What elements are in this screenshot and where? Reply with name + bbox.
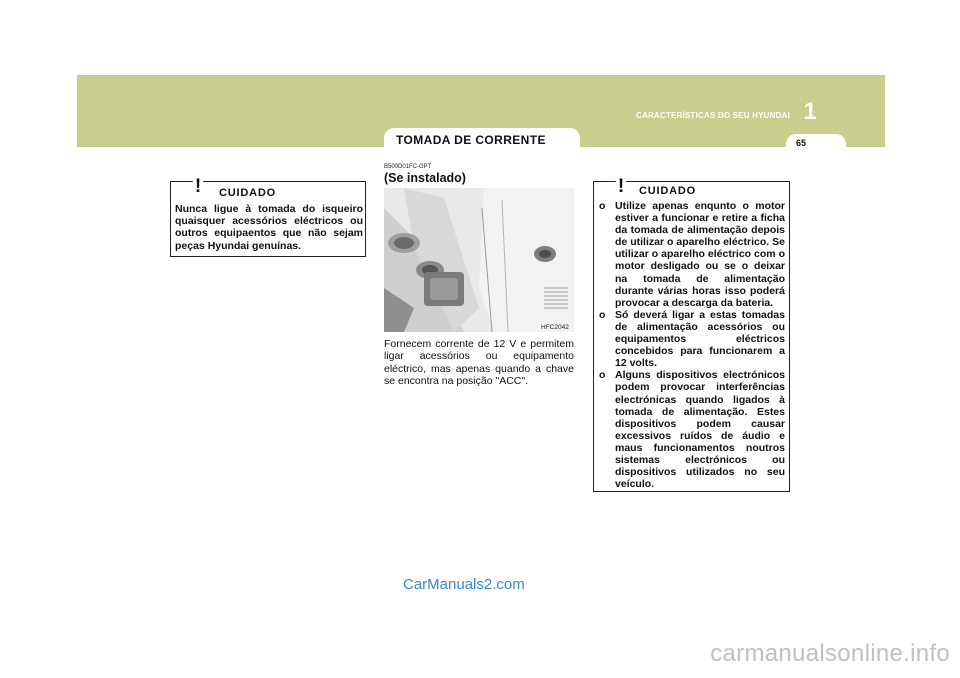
caution-text: Nunca ligue à tomada do isqueiro quaisquer acessórios eléctricos ou outros equipaentos que não sejam peças Hyundai genuínas.: [175, 203, 363, 252]
power-outlet-illustration: [384, 188, 574, 332]
caution-label: CUIDADO: [639, 185, 696, 197]
list-item-text: Utilize apenas enqunto o motor estiver a funcionar e retire a ficha da tomada de alimentação depois de utilizar o aparelho eléctrico. Se utilizar o aparelho eléctrico com o motor desligado ou se o deixar na tomada de alimentação durante várias horas isso poderá provocar a descarga da bateria.: [615, 200, 785, 309]
section-title: TOMADA DE CORRENTE: [396, 133, 546, 147]
subheading: (Se instalado): [384, 171, 466, 185]
bullet-mark: o: [599, 308, 606, 321]
list-item-text: Só deverá ligar a estas tomadas de alimentação acessórios ou equipamentos eléctricos concebidos para funcionarem a 12 volts.: [615, 308, 785, 370]
body-text: Fornecem corrente de 12 V e permitem ligar acessórios ou equipamento eléctrico, mas apenas quando a chave se encontra na posição "ACC".: [384, 338, 574, 387]
chapter-title: CARACTERÍSTICAS DO SEU HYUNDAI: [635, 111, 790, 120]
list-item: [598, 200, 785, 309]
caution-list: [598, 200, 785, 490]
bullet-mark: o: [599, 200, 606, 212]
watermark-carmanualsonline[interactable]: carmanualsonline.info: [710, 640, 950, 667]
chapter-number: 1: [803, 98, 817, 125]
warning-triangle-icon: [608, 172, 634, 196]
caution-box-left: [170, 176, 366, 257]
watermark-carmanuals2[interactable]: CarManuals2.com: [403, 576, 525, 593]
document-code: B500D01FC-GPT: [384, 164, 432, 170]
svg-text:!: !: [194, 176, 202, 196]
svg-text:!: !: [617, 176, 625, 196]
page-number: 65: [795, 138, 806, 148]
list-item-text: Alguns dispositivos electrónicos podem provocar interferências electrónicas quando ligados à tomada de alimentação. Estes dispositivos podem causar excessivos ruídos de áudio e maus funcionamentos noutros sistemas electrónicos ou dispositivos utilizados no seu veículo.: [615, 369, 785, 491]
caution-box-right: [593, 176, 790, 492]
warning-triangle-icon: [185, 172, 211, 196]
list-item: [598, 369, 785, 490]
list-item: [598, 309, 785, 369]
caution-label: CUIDADO: [219, 187, 276, 199]
bullet-mark: o: [599, 369, 606, 382]
photo-code: HFC2042: [541, 324, 569, 331]
power-outlet-photo: [384, 188, 574, 332]
